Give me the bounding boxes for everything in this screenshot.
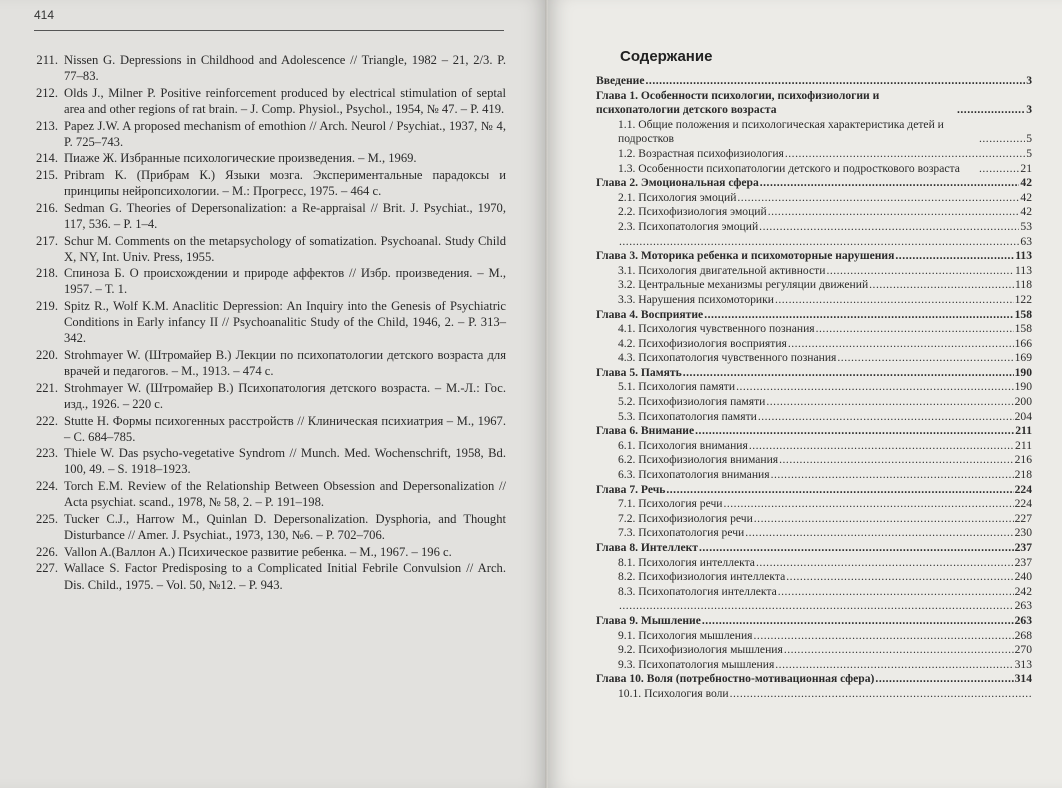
reference-number: 222.	[35, 413, 58, 428]
toc-leader-dots	[771, 468, 1014, 483]
toc-section	[596, 205, 1032, 220]
toc-section	[596, 585, 1032, 600]
toc-page-number: 3	[1026, 103, 1032, 117]
toc-entry-title: 3.1. Психология двигательной активности	[618, 263, 826, 277]
toc-entry-title: 9.1. Психология мышления	[618, 628, 753, 642]
toc-page-number: 190	[1014, 380, 1032, 394]
toc-list	[596, 74, 1032, 702]
toc-entry-title: 5.2. Психофизиология памяти	[618, 395, 766, 409]
toc-page-number: 237	[1014, 541, 1032, 554]
toc-section	[596, 453, 1032, 468]
toc-leader-dots	[816, 322, 1014, 337]
reference-number: 226.	[35, 544, 58, 559]
reference-item	[24, 544, 506, 560]
toc-page-number: 313	[1014, 657, 1032, 671]
toc-leader-dots	[784, 643, 1014, 658]
reference-number: 219.	[35, 299, 58, 314]
toc-page-number: 268	[1014, 628, 1032, 642]
toc-section	[596, 395, 1032, 410]
reference-number: 212.	[35, 85, 58, 100]
toc-leader-dots	[785, 147, 1025, 162]
toc-page-number: 158	[1014, 307, 1032, 321]
reference-number: 224.	[35, 479, 58, 494]
toc-entry-title: 1.3. Особенности психопатологии детского и подросткового возраста	[618, 161, 960, 175]
toc-leader-dots	[745, 526, 1013, 541]
toc-entry-title: 6.2. Психофизиология внимания	[618, 453, 779, 467]
reference-text: Schur M. Comments on the metapsychology of somatization. Psychoanal. Study Child X, NY, Int. Univ. Press, 1955.	[64, 233, 506, 264]
toc-leader-dots	[683, 366, 1014, 381]
toc-entry-title: 8.2. Психофизиология интеллекта	[618, 570, 786, 584]
toc-leader-dots	[749, 439, 1014, 454]
toc-chapter	[596, 672, 1032, 687]
toc-section	[596, 526, 1032, 541]
reference-item	[24, 265, 506, 297]
toc-page-number: 224	[1014, 482, 1032, 496]
toc-entry-title: 3.2. Центральные механизмы регуляции движений	[618, 278, 869, 292]
toc-leader-dots	[786, 570, 1013, 585]
toc-leader-dots	[736, 380, 1014, 395]
toc-page-number: 211	[1015, 424, 1032, 438]
toc-page-number: 270	[1014, 643, 1032, 657]
toc-section	[596, 410, 1032, 425]
reference-text: Strohmayer W. (Штромайер В.) Лекции по психопатологии детского возраста для врачей и педагогов. – М., 1913. – 474 с.	[64, 348, 506, 379]
reference-number: 227.	[35, 561, 58, 576]
toc-leader-dots	[826, 264, 1014, 279]
toc-page-number: 204	[1014, 409, 1032, 423]
toc-section	[596, 220, 1032, 235]
toc-chapter	[596, 89, 1032, 118]
reference-item	[24, 150, 506, 166]
reference-number: 216.	[35, 200, 58, 215]
reference-number: 213.	[35, 118, 58, 133]
reference-number: 217.	[35, 233, 58, 248]
toc-section	[596, 322, 1032, 337]
page-number: 414	[34, 8, 55, 22]
reference-text: Спиноза Б. О происхождении и природе аффектов // Избр. произведения. – М., 1957. – Т. 1.	[64, 266, 506, 297]
toc-chapter	[596, 366, 1032, 381]
toc-page-number: 42	[1020, 176, 1032, 190]
toc-chapter	[596, 74, 1032, 89]
toc-leader-dots	[646, 74, 1026, 89]
toc-chapter	[596, 541, 1032, 556]
reference-item	[24, 511, 506, 543]
reference-item	[24, 560, 506, 592]
reference-item	[24, 167, 506, 199]
toc-page-number: 53	[1020, 219, 1032, 233]
toc-leader-dots	[666, 483, 1013, 498]
reference-item	[24, 298, 506, 346]
toc-page-number: 3	[1026, 74, 1032, 87]
reference-text: Tucker C.J., Harrow M., Quinlan D. Depersonalization. Dysphoria, and Thought Disturbance // Amer. J. Psychiat., 1973, 130, №6. – P. 702–706.	[64, 511, 506, 543]
toc-section	[596, 293, 1032, 308]
reference-item	[24, 233, 506, 265]
toc-leader-dots	[704, 308, 1013, 323]
toc-section	[596, 147, 1032, 162]
toc-leader-dots	[957, 103, 1025, 118]
toc-page-number: 190	[1014, 365, 1032, 379]
toc-leader-dots	[895, 249, 1014, 264]
toc-entry-title: Глава 5. Память	[596, 365, 682, 379]
header-rule	[34, 30, 504, 31]
toc-leader-dots	[723, 497, 1013, 512]
toc-page-number: 113	[1015, 249, 1032, 263]
toc-page-number: 218	[1014, 468, 1032, 482]
toc-entry-title: 9.2. Психофизиология мышления	[618, 643, 783, 657]
toc-page-number: 42	[1020, 205, 1032, 219]
toc-leader-dots	[758, 410, 1014, 425]
toc-section	[596, 629, 1032, 644]
toc-entry-title: 2.3. Психопатология эмоций	[618, 219, 759, 233]
toc-entry-title: Глава 10. Воля (потребностно-мотивационная сфера)	[596, 672, 875, 686]
table-of-contents	[596, 48, 1032, 702]
toc-page-number: 5	[1026, 132, 1032, 146]
toc-leader-dots	[695, 424, 1014, 439]
toc-section	[596, 439, 1032, 454]
reference-item	[24, 200, 506, 232]
reference-number: 225.	[35, 511, 58, 526]
toc-page-number: 230	[1014, 526, 1032, 540]
reference-text: Pribram K. (Прибрам К.) Языки мозга. Экспериментальные парадоксы и принципы нейропсихологии. – М.: Прогресс, 1975. – 464 с.	[64, 168, 506, 199]
toc-section	[596, 468, 1032, 483]
toc-chapter	[596, 483, 1032, 498]
toc-entry-title: Глава 6. Внимание	[596, 424, 695, 438]
toc-page-number: 242	[1014, 584, 1032, 598]
reference-item	[24, 445, 506, 477]
toc-section	[596, 658, 1032, 673]
reference-number: 221.	[35, 380, 58, 395]
toc-section	[596, 380, 1032, 395]
toc-entry-title: 5.1. Психология памяти	[618, 380, 736, 394]
toc-leader-dots	[730, 687, 1031, 702]
reference-list	[24, 52, 506, 593]
reference-text: Olds J., Milner P. Positive reinforcement produced by electrical stimulation of septal area and other regions of rat brain. – J. Comp. Physiol., Psychol., 1954, № 47. – P. 419.	[64, 85, 506, 116]
toc-section	[596, 337, 1032, 352]
toc-leader-dots	[754, 629, 1014, 644]
reference-number: 214.	[35, 151, 58, 166]
toc-leader-dots	[756, 556, 1014, 571]
toc-entry-title: 6.1. Психология внимания	[618, 438, 748, 452]
toc-entry-title: Глава 2. Эмоциональная сфера	[596, 176, 759, 190]
reference-text: Torch E.M. Review of the Relationship Between Obsession and Depersonalization // Acta psychiat. scand., 1978, № 58, 2. – P. 191–198.	[64, 479, 506, 510]
reference-text: Vallon A.(Валлон А.) Психическое развитие ребенка. – М., 1967. – 196 с.	[64, 544, 452, 559]
toc-leader-dots	[759, 220, 1019, 235]
right-page	[548, 0, 1062, 788]
reference-number: 215.	[35, 168, 58, 183]
toc-entry-title: 4.3. Психопатология чувственного познания	[618, 351, 837, 365]
toc-chapter	[596, 308, 1032, 323]
toc-page-number: 263	[1014, 599, 1032, 613]
toc-page-number: 227	[1014, 511, 1032, 525]
toc-entry-title: 7.3. Психопатология речи	[618, 526, 745, 540]
toc-section	[596, 643, 1032, 658]
toc-page-number: 5	[1026, 146, 1032, 160]
reference-text: Thiele W. Das psycho-vegetative Syndrom // Munch. Med. Wochenschrift, 1958, Bd. 100, 49. – S. 1918–1923.	[64, 446, 506, 477]
toc-entry-title: 3.3. Нарушения психомоторики	[618, 292, 774, 306]
toc-leader-dots	[702, 614, 1014, 629]
reference-text: Nissen G. Depressions in Childhood and Adolescence // Triangle, 1982 – 21, 2/3. P. 77–83.	[64, 53, 506, 84]
reference-text: Strohmayer W. (Штромайер В.) Психопатология детского возраста. – М.-Л.: Гос. изд., 1926. – 220 с.	[64, 380, 506, 411]
toc-entry-title: 7.2. Психофизиология речи	[618, 511, 753, 525]
toc-entry-title: 1.2. Возрастная психофизиология	[618, 146, 784, 160]
reference-text: Wallace S. Factor Predisposing to a Complicated Initial Febrile Convulsion // Arch. Dis. Child., 1975. – Vol. 50, №12. – P. 943.	[64, 561, 506, 592]
toc-section	[596, 599, 1032, 614]
toc-leader-dots	[869, 278, 1014, 293]
toc-page-number: 21	[1020, 161, 1032, 175]
toc-page-number: 211	[1015, 438, 1032, 452]
toc-page-number: 158	[1014, 322, 1032, 336]
reference-text: Stutte H. Формы психогенных расстройств // Клиническая психиатрия – М., 1967. – С. 684–785.	[64, 413, 506, 444]
toc-section	[596, 191, 1032, 206]
reference-item	[24, 118, 506, 150]
toc-section	[596, 512, 1032, 527]
toc-section	[596, 235, 1032, 250]
reference-number: 223.	[35, 446, 58, 461]
toc-section	[596, 556, 1032, 571]
reference-text: Пиаже Ж. Избранные психологические произведения. – М., 1969.	[64, 151, 417, 166]
toc-title: Содержание	[620, 48, 713, 65]
toc-leader-dots	[779, 453, 1013, 468]
reference-item	[24, 380, 506, 412]
toc-page-number: 113	[1015, 263, 1032, 277]
toc-section	[596, 118, 1032, 147]
toc-entry-title: Глава 1. Особенности психологии, психофизиологии и психопатологии детского возраста	[596, 88, 880, 117]
toc-entry-title: 8.1. Психология интеллекта	[618, 555, 755, 569]
toc-page-number: 314	[1014, 672, 1032, 686]
reference-item	[24, 478, 506, 510]
toc-section	[596, 687, 1032, 702]
toc-page-number: 63	[1020, 234, 1032, 248]
toc-leader-dots	[875, 672, 1013, 687]
toc-leader-dots	[699, 541, 1014, 556]
toc-entry-title: 10.1. Психология воли	[618, 686, 729, 700]
toc-leader-dots	[768, 205, 1020, 220]
toc-entry-title: 2.2. Психофизиология эмоций	[618, 205, 767, 219]
toc-page-number: 118	[1015, 278, 1032, 292]
reference-item	[24, 52, 506, 84]
toc-leader-dots	[760, 176, 1020, 191]
toc-entry-title: 1.1. Общие положения и психологическая характеристика детей и подростков	[618, 117, 944, 146]
toc-entry-title: Глава 8. Интеллект	[596, 541, 698, 554]
toc-entry-title: Глава 7. Речь	[596, 482, 666, 496]
toc-leader-dots	[837, 351, 1013, 366]
toc-leader-dots	[788, 337, 1014, 352]
toc-leader-dots	[775, 293, 1014, 308]
toc-page-number: 237	[1014, 555, 1032, 569]
toc-entry-title: Глава 9. Мышление	[596, 613, 701, 627]
reference-text: Papez J.W. A proposed mechanism of emothion // Arch. Neurol / Psychiat., 1937, № 4, P. 725–743.	[64, 118, 506, 149]
toc-chapter	[596, 424, 1032, 439]
toc-page-number: 169	[1014, 351, 1032, 365]
toc-entry-title: 8.3. Психопатология интеллекта	[618, 584, 777, 598]
toc-leader-dots	[979, 162, 1019, 177]
toc-leader-dots	[778, 585, 1014, 600]
reference-item	[24, 413, 506, 445]
toc-page-number: 122	[1014, 292, 1032, 306]
toc-section	[596, 264, 1032, 279]
reference-number: 220.	[35, 348, 58, 363]
toc-page-number: 42	[1020, 190, 1032, 204]
toc-page-number: 263	[1014, 613, 1032, 627]
toc-leader-dots	[775, 658, 1013, 673]
toc-page-number: 240	[1014, 570, 1032, 584]
reference-text: Sedman G. Theories of Depersonalization: a Re-appraisal // Brit. J. Psychiat., 1970, 117, 536. – P. 1–4.	[64, 200, 506, 231]
toc-leader-dots	[619, 235, 1019, 250]
toc-entry-title: 5.3. Психопатология памяти	[618, 409, 757, 423]
toc-leader-dots	[766, 395, 1013, 410]
toc-entry-title: 9.3. Психопатология мышления	[618, 657, 775, 671]
toc-entry-title: 4.1. Психология чувственного познания	[618, 322, 815, 336]
toc-entry-title: Глава 4. Восприятие	[596, 307, 704, 321]
toc-chapter	[596, 614, 1032, 629]
reference-item	[24, 347, 506, 379]
toc-leader-dots	[754, 512, 1014, 527]
toc-entry-title: 2.1. Психология эмоций	[618, 190, 737, 204]
toc-entry-title: 7.1. Психология речи	[618, 497, 723, 511]
toc-page-number: 216	[1014, 453, 1032, 467]
toc-section	[596, 162, 1032, 177]
toc-leader-dots	[619, 599, 1014, 614]
toc-entry-title: Введение	[596, 74, 645, 87]
toc-entry-title: 6.3. Психопатология внимания	[618, 468, 770, 482]
toc-page-number: 166	[1014, 336, 1032, 350]
toc-page-number: 224	[1014, 497, 1032, 511]
toc-page-number: 200	[1014, 395, 1032, 409]
toc-entry-title: 4.2. Психофизиология восприятия	[618, 336, 787, 350]
reference-number: 218.	[35, 266, 58, 281]
toc-leader-dots	[737, 191, 1019, 206]
toc-section	[596, 570, 1032, 585]
toc-section	[596, 351, 1032, 366]
toc-section	[596, 497, 1032, 512]
toc-leader-dots	[979, 132, 1025, 147]
reference-text: Spitz R., Wolf K.M. Anaclitic Depression: An Inquiry into the Genesis of Psychiatric Conditions in Early infancy II // Psychoanalitic Study of the Child, 1946, 2. – P. 313–342.	[64, 299, 506, 346]
reference-number: 211.	[36, 53, 58, 67]
toc-chapter	[596, 176, 1032, 191]
toc-chapter	[596, 249, 1032, 264]
reference-item	[24, 85, 506, 117]
toc-entry-title: Глава 3. Моторика ребенка и психомоторные нарушения	[596, 249, 895, 263]
toc-section	[596, 278, 1032, 293]
